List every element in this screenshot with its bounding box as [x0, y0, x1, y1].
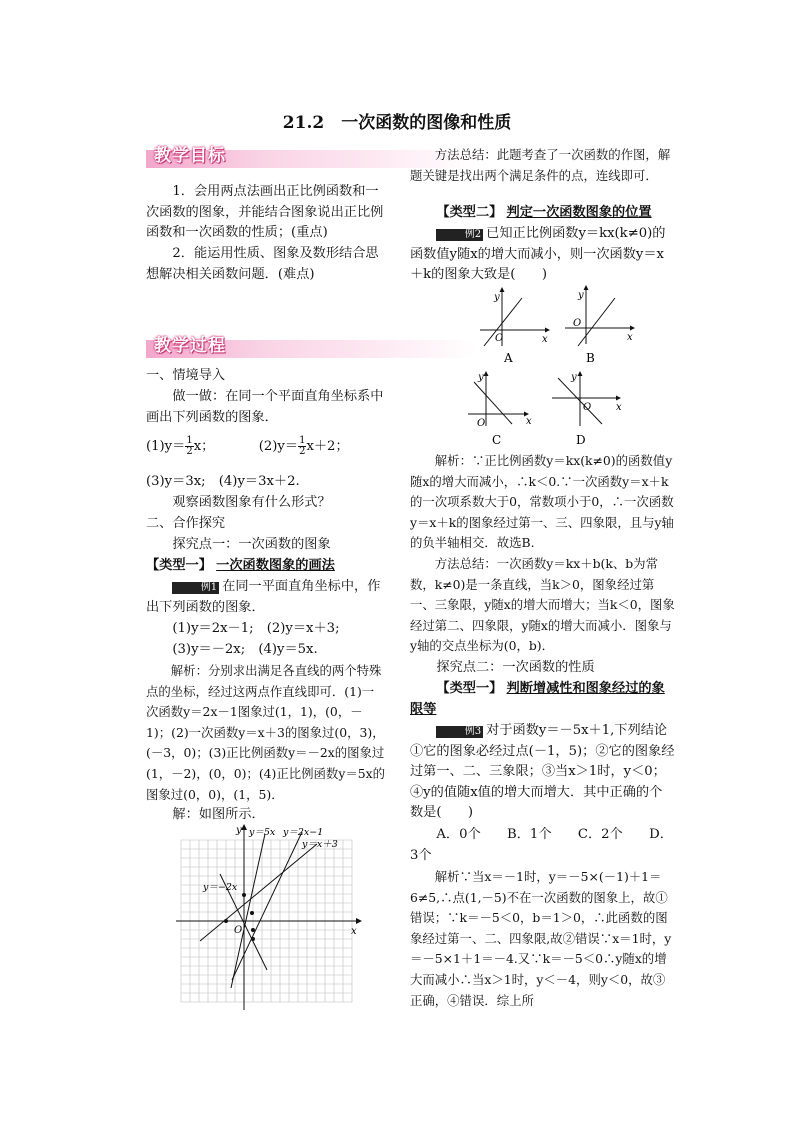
- example-1-formula-2: (3)y＝－2x; (4)y＝5x.: [172, 642, 318, 657]
- fraction-1-den: 2: [186, 446, 193, 457]
- option-a-y-arrow: [500, 287, 505, 292]
- point-2: [250, 911, 254, 915]
- option-d-label: D: [576, 433, 586, 447]
- label-y-5x: y＝5x: [249, 827, 276, 838]
- option-d-x-label: x: [616, 402, 622, 413]
- example-2-tag: 例2: [436, 229, 483, 241]
- example-1-graph: [176, 822, 366, 1012]
- point-1: [224, 919, 228, 923]
- type-3-title: 判断增减性和图象经过的象限等: [410, 681, 665, 717]
- type-2-tag: 【类型二】: [436, 205, 503, 220]
- example-1: [146, 577, 386, 618]
- example-3-text: 对于函数y＝－5x＋1,下列结论①它的图象必经过点(－1，5)；②它的图象经过第一、二、三象限；③当x＞1时，y＜0；④y的值随x值的增大而增大．其中正确的个数是( ): [410, 723, 675, 821]
- option-a-label: A: [504, 351, 513, 365]
- option-c-label: C: [492, 433, 502, 447]
- option-b-y-arrow: [584, 285, 589, 290]
- point-4: [251, 928, 255, 932]
- option-b-o-label: O: [573, 318, 582, 329]
- option-d-y-label: y: [571, 372, 577, 383]
- example-1-solution: 解析：分别求出满足各直线的两个特殊点的坐标，经过这两点作直线即可．(1)一次函数y＝2x－1图象过(1，1)，(0，－1)；(2)一次函数y＝x＋3的图象过(0，3)，(－3，0)；(3)正比例函数y＝－2x的图象过(1，－2)，(0，0)；(4)正比例函数y＝5x的图象过(0，0)，(1，5)．: [146, 663, 385, 802]
- observe-question: 观察函数图象有什么形式？: [172, 495, 331, 510]
- option-d-y-arrow: [578, 371, 583, 376]
- label-y-neg2x: y＝−2x: [203, 882, 238, 893]
- x-axis-label: x: [351, 926, 357, 937]
- fraction-1-num: 1: [186, 435, 193, 446]
- option-b-line: [578, 298, 615, 346]
- point-5: [251, 937, 255, 941]
- option-a-y-label: y: [494, 292, 500, 303]
- banner-process-label: 教学过程: [154, 336, 226, 356]
- formula-line-1: [146, 436, 386, 458]
- option-a-o-label: O: [495, 333, 504, 344]
- example-2-text: 已知正比例函数y＝kx(k≠0)的函数值y随x的增大而减小，则一次函数y＝x＋k的图象大致是( ): [410, 226, 666, 283]
- label-y-2x-1: y＝2x−1: [283, 827, 324, 838]
- option-b-y-label: y: [578, 290, 584, 301]
- option-d-x-arrow: [616, 396, 621, 401]
- goal-2: 2．能运用性质、图象及数形结合思想解决相关函数问题．(难点): [146, 246, 379, 282]
- option-c-graph: [468, 371, 532, 447]
- formula-1b: x；: [193, 439, 215, 454]
- explore-point-2: 探究点二：一次函数的性质: [436, 660, 595, 675]
- point-3: [242, 893, 246, 897]
- example-2: [410, 224, 675, 286]
- option-c-o-label: O: [477, 418, 486, 429]
- method-summary-1: 方法总结：此题考查了一次函数的作图，解题关键是找出两个满足条件的点，连线即可．: [410, 147, 671, 183]
- type-1-title: 一次函数图象的画法: [216, 558, 335, 573]
- option-b-x-label: x: [627, 332, 633, 343]
- example-1-tag: 例1: [172, 582, 219, 594]
- fraction-2-num: 1: [299, 435, 306, 446]
- fraction-1: [185, 436, 193, 457]
- explore-point-1: 探究点一：一次函数的图象: [172, 537, 331, 552]
- option-c-x-label: x: [526, 416, 532, 427]
- formula-1a: (1)y＝: [146, 439, 186, 454]
- example-3: [410, 721, 675, 824]
- formula-line-2: (3)y＝3x; (4)y＝3x＋2.: [146, 474, 300, 489]
- type-1-tag: 【类型一】: [146, 558, 212, 573]
- page-title: 21.2 一次函数的图像和性质: [282, 113, 512, 133]
- option-c-y-label: y: [478, 372, 484, 383]
- option-c-y-arrow: [484, 371, 489, 376]
- example-3-solution: 解析∵当x＝－1时，y＝－5×(－1)＋1＝6≠5,∴点(1,－5)不在一次函数的图象上，故①错误；∵k＝－5＜0，b＝1＞0，∴此函数的图象经过第一、二、四象限,故②错误∵x＝1时，y＝－5×1＋1＝－4.又∵k＝－5＜0∴y随x的增大而减小∴当x＞1时，y＜－4，则y＜0，故③正确，④错误．综上所: [410, 869, 672, 1008]
- fraction-2-den: 2: [299, 446, 306, 457]
- x-axis-arrow: [356, 918, 362, 924]
- section-1-text: 做一做：在同一个平面直角坐标系中画出下列函数的图象．: [146, 389, 384, 425]
- type-1-heading: [146, 556, 386, 577]
- banner-goals-label: 教学目标: [154, 146, 226, 166]
- example-1-formula-1: (1)y＝2x－1; (2)y＝x＋3;: [172, 621, 340, 636]
- option-a-graph: [480, 287, 550, 365]
- example-1-text: 在同一平面直角坐标中，作出下列函数的图象．: [146, 579, 381, 615]
- example-3-options: A．0个 B．1个 C．2个 D．3个: [410, 827, 673, 863]
- type-3-tag: 【类型一】: [436, 681, 503, 696]
- formula-1c: (2)y＝: [258, 439, 299, 454]
- formula-1d: x＋2；: [306, 439, 349, 454]
- type-3-heading: [410, 679, 675, 720]
- example-3-tag: 例3: [436, 726, 483, 738]
- example-1-answer: 解：如图所示．: [172, 807, 265, 822]
- option-b-x-arrow: [630, 326, 635, 331]
- section-2-heading: 二、合作探究: [146, 516, 226, 531]
- banner-process: [146, 336, 476, 362]
- y-axis-arrow: [241, 824, 247, 830]
- label-y-x-3: y＝x＋3: [302, 839, 338, 850]
- option-d-o-label: O: [583, 402, 592, 413]
- option-b-label: B: [586, 351, 595, 365]
- example-2-solution: 解析：∵正比例函数y＝kx(k≠0)的函数值y随x的增大而减小，∴k＜0.∵一次函数y＝x＋k的一次项系数大于0，常数项小于0，∴一次函数y＝x＋k的图象经过第一、三、四象限，且与y轴的负半轴相交．故选B.: [410, 453, 674, 551]
- option-a-x-arrow: [545, 328, 550, 333]
- option-b-graph: [565, 285, 635, 365]
- option-d-graph: [552, 371, 622, 447]
- y-axis-label: y: [236, 825, 242, 836]
- goal-1: 1．会用两点法画出正比例函数和一次函数的图象，并能结合图象说出正比例函数和一次函数的性质；(重点): [146, 184, 384, 241]
- method-summary-2: 方法总结：一次函数y＝kx＋b(k、b为常数，k≠0)是一条直线，当k＞0，图象经过第一、三象限，y随x的增大而增大；当k＜0，图象经过第二、四象限，y随x的增大而减小．图象与y轴的交点坐标为(0，b)．: [410, 556, 675, 654]
- option-a-x-label: x: [542, 334, 548, 345]
- option-graphs: [450, 284, 650, 448]
- type-2-title: 判定一次函数图象的位置: [506, 205, 652, 220]
- origin-label: O: [234, 925, 243, 936]
- type-2-heading: [410, 203, 675, 224]
- section-1-heading: 一、情境导入: [146, 368, 226, 383]
